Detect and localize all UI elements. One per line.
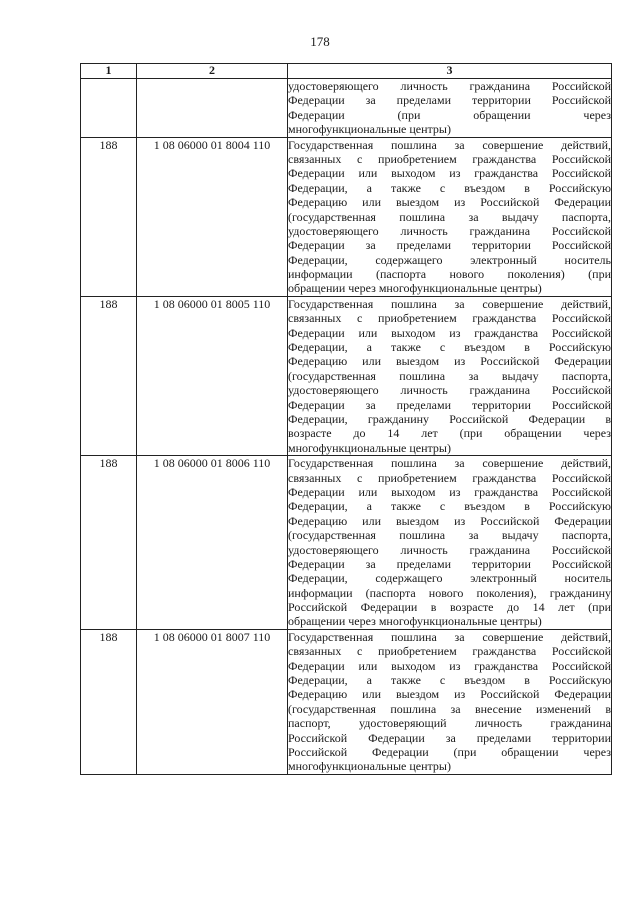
description-line: Государственная пошлина за совершение действий, bbox=[288, 137, 611, 152]
description-line: Государственная пошлина за совершение действий, bbox=[288, 296, 611, 311]
description-line: Российской Федерации в возрасте до 14 лет (при bbox=[288, 600, 611, 615]
description-cell bbox=[288, 456, 612, 630]
description-line: (государственная пошлина за выдачу паспорта, bbox=[288, 209, 611, 224]
description-line: связанных с приобретением гражданства Российской bbox=[288, 470, 611, 485]
table-body bbox=[81, 79, 612, 775]
admin-code-cell: 188 bbox=[81, 456, 137, 630]
description-line: Федерации за пределами территории Российской bbox=[288, 556, 611, 571]
description-line: удостоверяющего личность гражданина Российской bbox=[288, 79, 611, 93]
description-line: Федерации, а также с въездом в Российскую bbox=[288, 673, 611, 688]
admin-code-cell: 188 bbox=[81, 296, 137, 455]
budget-classification-code-cell: 1 08 06000 01 8005 110 bbox=[137, 296, 288, 455]
table-row bbox=[81, 456, 612, 630]
table-row bbox=[81, 137, 612, 296]
table-row bbox=[81, 296, 612, 455]
description-line: Российской Федерации за пределами территории bbox=[288, 730, 611, 745]
description-line: Федерации или выходом из гражданства Российской bbox=[288, 166, 611, 181]
description-line: возрасте до 14 лет (при обращении через bbox=[288, 426, 611, 441]
description-line: информации (паспорта нового поколения), гражданину bbox=[288, 585, 611, 600]
table-header-row bbox=[81, 64, 612, 79]
description-line: Федерации, гражданину Российской Федерации в bbox=[288, 411, 611, 426]
description-line: Федерации, а также с въездом в Российскую bbox=[288, 499, 611, 514]
description-line: связанных с приобретением гражданства Российской bbox=[288, 311, 611, 326]
description-line: связанных с приобретением гражданства Российской bbox=[288, 644, 611, 659]
description-cell bbox=[288, 629, 612, 774]
description-cell bbox=[288, 79, 612, 138]
description-line: Федерацию или выездом из Российской Федерации bbox=[288, 687, 611, 702]
header-col-1: 1 bbox=[81, 64, 137, 79]
description-line: Федерации или выходом из гражданства Российской bbox=[288, 484, 611, 499]
description-line: Федерацию или выездом из Российской Федерации bbox=[288, 513, 611, 528]
table-row bbox=[81, 629, 612, 774]
description-line: Федерацию или выездом из Российской Федерации bbox=[288, 195, 611, 210]
description-line: обращении через многофункциональные центры) bbox=[288, 281, 542, 296]
description-line: Федерацию или выездом из Российской Федерации bbox=[288, 354, 611, 369]
budget-classification-code-cell: 1 08 06000 01 8006 110 bbox=[137, 456, 288, 630]
description-line: связанных с приобретением гражданства Российской bbox=[288, 151, 611, 166]
admin-code-cell bbox=[81, 79, 137, 138]
description-line: обращении через многофункциональные центры) bbox=[288, 614, 542, 629]
description-line: Федерации, а также с въездом в Российскую bbox=[288, 340, 611, 355]
description-line: (государственная пошлина за внесение изменений в bbox=[288, 701, 611, 716]
table-row bbox=[81, 79, 612, 138]
description-line: Федерации, содержащего электронный носитель bbox=[288, 252, 611, 267]
header-col-3: 3 bbox=[288, 64, 612, 79]
description-line: многофункциональные центры) bbox=[288, 440, 451, 455]
description-line: Федерации за пределами территории Российской bbox=[288, 238, 611, 253]
description-cell bbox=[288, 137, 612, 296]
description-line: удостоверяющего личность гражданина Российской bbox=[288, 383, 611, 398]
description-line: Государственная пошлина за совершение действий, bbox=[288, 456, 611, 471]
description-line: удостоверяющего личность гражданина Российской bbox=[288, 223, 611, 238]
description-line: удостоверяющего личность гражданина Российской bbox=[288, 542, 611, 557]
description-line: Российской Федерации (при обращении через bbox=[288, 744, 611, 759]
description-line: Федерации или выходом из гражданства Российской bbox=[288, 658, 611, 673]
page-number: 178 bbox=[310, 34, 330, 49]
description-line: Федерации или выходом из гражданства Российской bbox=[288, 325, 611, 340]
description-line: Федерации (при обращении через bbox=[288, 107, 611, 122]
admin-code-cell: 188 bbox=[81, 137, 137, 296]
fee-codes-table bbox=[80, 63, 612, 775]
description-line: многофункциональные центры) bbox=[288, 122, 451, 137]
description-line: (государственная пошлина за выдачу паспорта, bbox=[288, 368, 611, 383]
admin-code-cell: 188 bbox=[81, 629, 137, 774]
budget-classification-code-cell: 1 08 06000 01 8007 110 bbox=[137, 629, 288, 774]
budget-classification-code-cell bbox=[137, 79, 288, 138]
description-line: Федерации, а также с въездом в Российскую bbox=[288, 180, 611, 195]
description-line: многофункциональные центры) bbox=[288, 759, 451, 774]
description-line: паспорт, удостоверяющий личность гражданина bbox=[288, 716, 611, 731]
description-line: Федерации за пределами территории Российской bbox=[288, 93, 611, 108]
description-line: Федерации, содержащего электронный носитель bbox=[288, 571, 611, 586]
description-line: (государственная пошлина за выдачу паспорта, bbox=[288, 528, 611, 543]
description-line: Государственная пошлина за совершение действий, bbox=[288, 629, 611, 644]
description-line: Федерации за пределами территории Российской bbox=[288, 397, 611, 412]
header-col-2: 2 bbox=[137, 64, 288, 79]
description-cell bbox=[288, 296, 612, 455]
description-line: информации (паспорта нового поколения) (при bbox=[288, 267, 611, 282]
budget-classification-code-cell: 1 08 06000 01 8004 110 bbox=[137, 137, 288, 296]
